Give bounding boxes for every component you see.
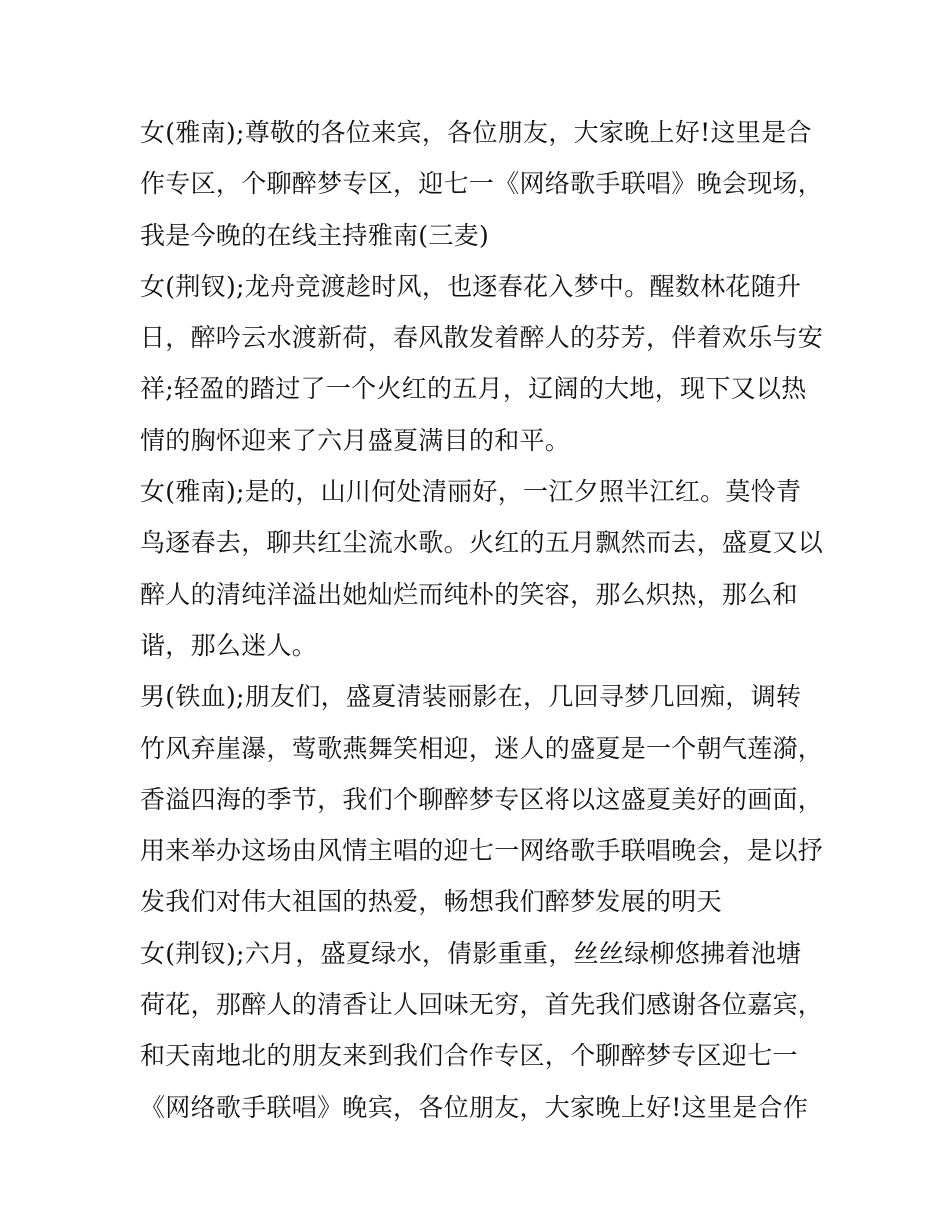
- text-line: 日，醉吟云水渡新荷，春风散发着醉人的芬芳，伴着欢乐与安: [140, 323, 824, 353]
- text-line: 女(雅南);尊敬的各位来宾，各位朋友，大家晚上好!这里是合: [140, 118, 812, 147]
- text-line: 醉人的清纯洋溢出她灿烂而纯朴的笑容，那么炽热，那么和: [140, 579, 798, 609]
- text-line: 用来举办这场由风情主唱的迎七一网络歌手联唱晚会，是以抒: [140, 836, 824, 866]
- text-line: 竹风弃崖瀑，莺歌燕舞笑相迎，迷人的盛夏是一个朝气莲漪，: [140, 733, 824, 763]
- text-line: 女(雅南);是的，山川何处清丽好，一江夕照半江红。莫怜青: [140, 477, 802, 507]
- text-line: 谐，那么迷人。: [140, 630, 318, 660]
- text-line: 我是今晚的在线主持雅南(三麦): [140, 220, 490, 250]
- text-line: 《网络歌手联唱》晚宾，各位朋友，大家晚上好!这里是合作: [140, 1092, 809, 1122]
- text-line: 和天南地北的朋友来到我们合作专区，个聊醉梦专区迎七一: [140, 1041, 798, 1071]
- text-line: 荷花，那醉人的清香让人回味无穷，首先我们感谢各位嘉宾，: [140, 990, 824, 1020]
- text-line: 情的胸怀迎来了六月盛夏满目的和平。: [140, 425, 571, 455]
- text-line: 作专区，个聊醉梦专区，迎七一《网络歌手联唱》晚会现场，: [140, 169, 824, 199]
- text-line: 香溢四海的季节，我们个聊醉梦专区将以这盛夏美好的画面，: [140, 784, 824, 814]
- text-line: 鸟逐春去，聊共红尘流水歌。火红的五月飘然而去，盛夏又以: [140, 528, 824, 558]
- text-line: 祥;轻盈的踏过了一个火红的五月，辽阔的大地，现下又以热: [140, 374, 807, 404]
- text-line: 发我们对伟大祖国的热爱，畅想我们醉梦发展的明天: [140, 887, 722, 917]
- text-line: 女(荆钗);六月，盛夏绿水，倩影重重，丝丝绿柳悠拂着池塘: [140, 938, 802, 968]
- document-body: [140, 107, 824, 1133]
- text-line: 女(荆钗);龙舟竞渡趁时风，也逐春花入梦中。醒数林花随升: [140, 271, 802, 301]
- text-line: 男(铁血);朋友们，盛夏清装丽影在，几回寻梦几回痴，调转: [140, 682, 802, 712]
